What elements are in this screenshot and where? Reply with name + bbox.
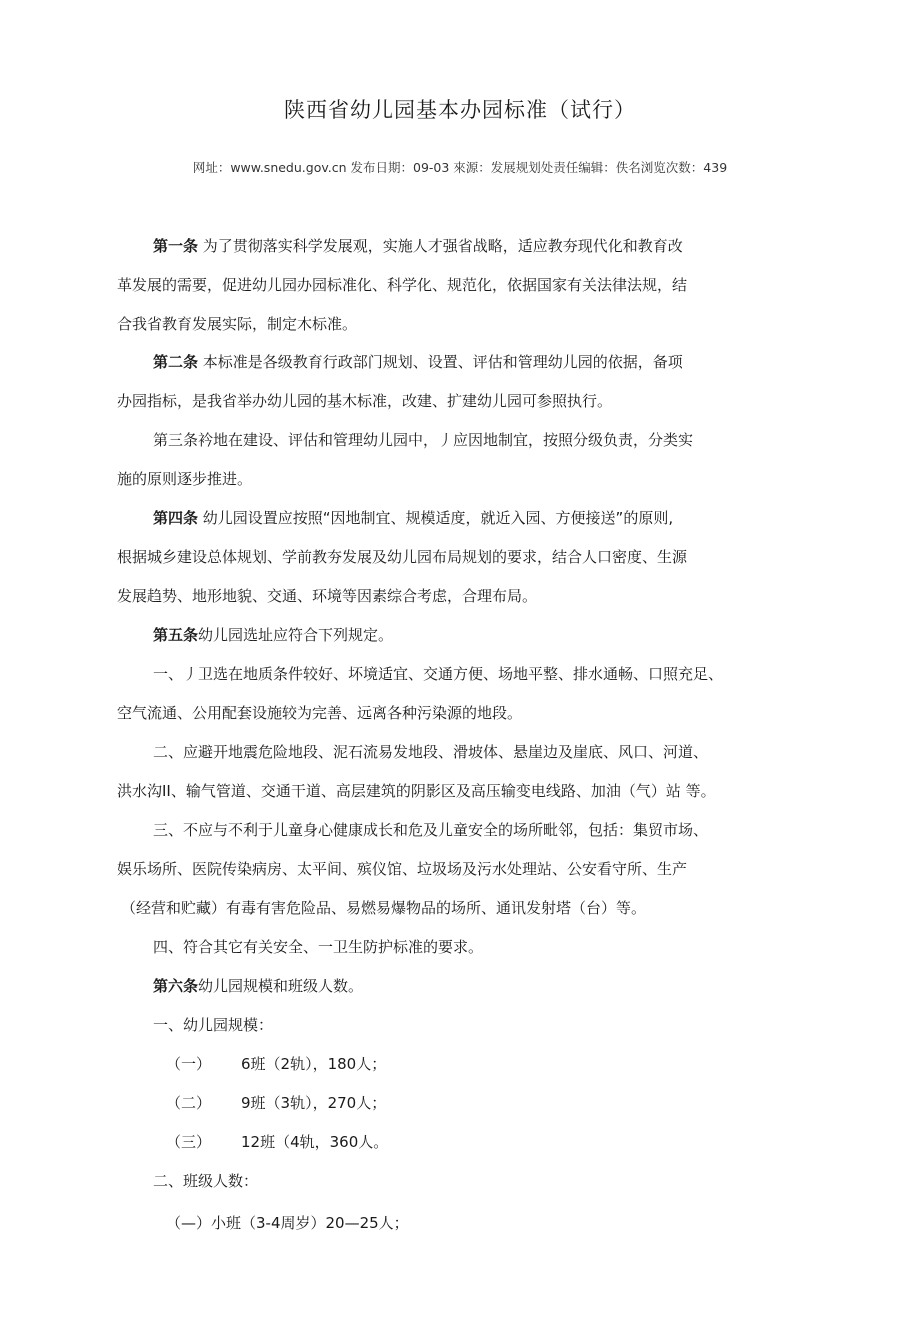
article-6-section-1: 一、幼儿园规模： (153, 1016, 274, 1034)
paragraph-text: 本标准是各级教育行政部门规划、设置、评估和管理幼儿园的依据，备项 (198, 353, 683, 371)
list-number: （三） (166, 1133, 212, 1151)
list-text: 6班（2轨），180人； (241, 1055, 387, 1073)
article-3-line-2: 施的原则逐步推进。 (117, 470, 253, 488)
article-5-line-1 (153, 625, 393, 645)
article-5-item-4: 四、符合其它有关安全、一卫生防护标准的要求。 (153, 938, 484, 956)
list-text: 9班（3轨），270人； (241, 1094, 387, 1112)
article-2-line-1 (153, 352, 683, 372)
article-5-item-2-line-2: 洪水沟II、输气管道、交通干道、高层建筑的阴影区及高压输变电线路、加油（气）站 等。 (117, 782, 716, 800)
article-label: 第五条 (153, 626, 199, 644)
article-4-line-2: 根据城乡建设总体规划、学前教夯发展及幼儿园布局规划的要求，结合人口密度、生源 (117, 548, 688, 566)
article-1-line-2: 革发展的需要，促进幼儿园办园标准化、科学化、规范化，依据国家有关法律法规，结 (117, 276, 688, 294)
paragraph-text: 幼儿园规模和班级人数。 (198, 977, 364, 995)
article-6-scale-item-1 (166, 1054, 386, 1074)
article-label: 第四条 (153, 509, 199, 527)
article-5-item-3-line-1: 三、不应与不利于儿童身心健康成长和危及儿童安全的场所毗邻，包括：集贸市场、 (153, 821, 709, 839)
list-number: （二） (166, 1094, 212, 1112)
article-6-section-2: 二、班级人数： (153, 1172, 259, 1190)
article-5-item-3-line-3: （经营和贮藏）有毒有害危险品、易燃易爆物品的场所、通讯发射塔（台）等。 (121, 899, 647, 917)
article-6-scale-item-2 (166, 1093, 386, 1113)
list-text: 12班（4轨，360人。 (241, 1133, 389, 1151)
list-number: （一） (166, 1055, 212, 1073)
article-6-line-1 (153, 976, 363, 996)
article-5-item-1-line-2: 空气流通、公用配套设施较为完善、远离各种污染源的地段。 (117, 704, 523, 722)
article-label: 第一条 (153, 237, 199, 255)
paragraph-text: 为了贯彻落实科学发展观，实施人才强省战略，适应教夯现代化和教育改 (198, 237, 683, 255)
paragraph-text: 幼儿园选址应符合下列规定。 (198, 626, 394, 644)
paragraph-text: 幼儿园设置应按照“因地制宜、规模适度，就近入园、方便接送”的原则, (198, 509, 674, 527)
article-3-line-1: 第三条衿地在建设、评估和管理幼儿园中，丿应因地制宜，按照分级负责，分类实 (153, 431, 694, 449)
document-title: 陕西省幼儿园基本办园标准（试行） (284, 98, 636, 122)
article-4-line-1 (153, 508, 673, 528)
article-6-scale-item-3 (166, 1132, 388, 1152)
article-2-line-2: 办园指标，是我省举办幼儿园的基木标准，改建、扩建幼儿园可参照执行。 (117, 392, 613, 410)
article-6-class-size-item-1: （—）小班（3-4周岁）20—25人； (166, 1214, 409, 1232)
article-1-line-3: 合我省教育发展实际，制定木标准。 (117, 315, 358, 333)
article-1-line-1 (153, 236, 683, 256)
article-5-item-2-line-1: 二、应避开地震危险地段、泥石流易发地段、滑坡体、悬崖边及崖底、风口、河道、 (153, 743, 709, 761)
article-5-item-3-line-2: 娱乐场所、医院传染病房、太平间、殡仪馆、垃圾场及污水处理站、公安看守所、生产 (117, 860, 688, 878)
document-meta: 网址：www.snedu.gov.cn 发布日期：09-03 來源：发展规划处责任编辑：佚名浏览次数：439 (192, 160, 728, 175)
article-5-item-1-line-1: 一、丿卫选在地质条件较好、坏境适宜、交通方便、场地平整、排水通畅、口照充足、 (153, 665, 724, 683)
article-4-line-3: 发展趋势、地形地貌、交通、环境等因素综合考虑，合理布局。 (117, 587, 538, 605)
article-label: 第二条 (153, 353, 199, 371)
article-label: 第六条 (153, 977, 199, 995)
